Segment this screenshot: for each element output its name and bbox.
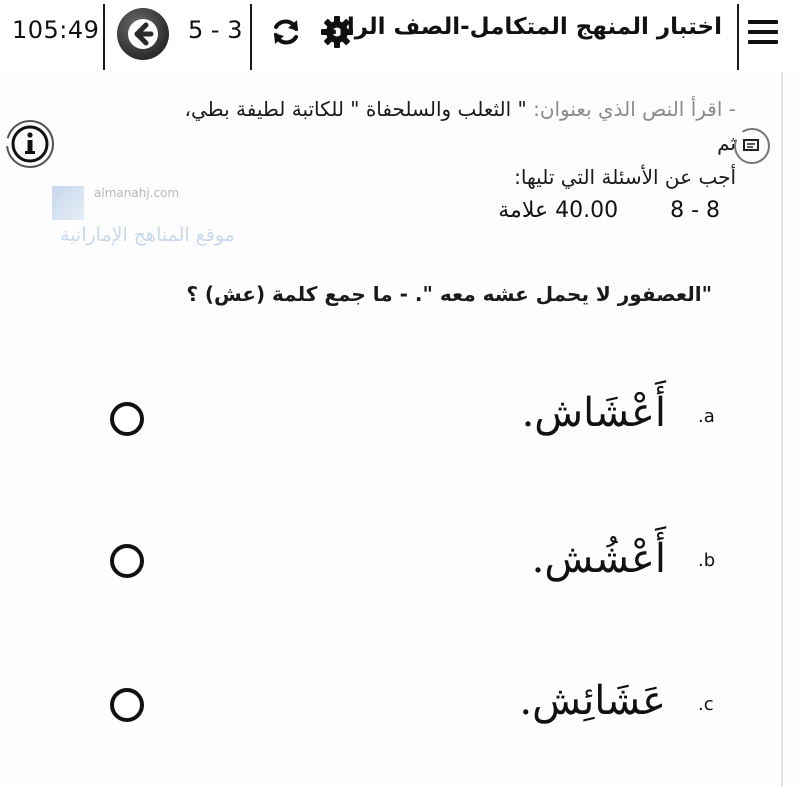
passage-line-1 — [176, 92, 736, 160]
watermark-url: almanahj.com — [94, 186, 180, 200]
arrow-left-circle-icon — [123, 14, 163, 54]
question-number: 8 - 8 — [670, 198, 720, 223]
divider — [737, 4, 739, 70]
option-text: أَعْشُش. — [531, 536, 666, 582]
answer-option-c[interactable] — [0, 660, 800, 750]
top-bar — [0, 0, 800, 72]
option-letter: .c — [698, 694, 714, 715]
passage-line-2: أجب عن الأسئلة التي تليها: — [514, 165, 736, 189]
watermark-logo — [52, 186, 84, 220]
passage-title: " الثعلب والسلحفاة " للكاتبة لطيفة بطي، ثم — [184, 97, 736, 155]
menu-icon[interactable] — [748, 20, 778, 44]
option-text: أَعْشَاش. — [521, 390, 666, 436]
radio-button[interactable] — [110, 402, 144, 436]
timer: 105:49 — [12, 16, 100, 44]
passage-intro: - اقرأ النص الذي بعنوان: — [533, 97, 736, 121]
answer-option-b[interactable] — [0, 516, 800, 606]
radio-button[interactable] — [110, 688, 144, 722]
question-text: "العصفور لا يحمل عشه معه ". - ما جمع كلمة (عش) ؟ — [186, 282, 712, 306]
info-icon[interactable] — [4, 118, 56, 170]
back-button[interactable] — [117, 8, 169, 60]
radio-button[interactable] — [110, 544, 144, 578]
option-text: عَشَائِش. — [519, 678, 666, 724]
answer-option-a[interactable] — [0, 370, 800, 460]
question-meta — [498, 198, 720, 223]
option-letter: .b — [698, 550, 716, 571]
refresh-icon[interactable] — [270, 16, 302, 48]
exam-title: اختبار المنهج المتكامل-الصف الرا... — [320, 14, 722, 40]
page-counter: 5 - 3 — [188, 16, 243, 44]
flag-question-icon[interactable] — [732, 126, 772, 166]
site-watermark — [46, 186, 235, 250]
divider — [103, 4, 105, 70]
option-letter: .a — [698, 406, 715, 427]
passage-instruction — [176, 92, 736, 194]
question-marks: 40.00 علامة — [498, 198, 619, 223]
divider — [250, 4, 252, 70]
watermark-name: موقع المناهج الإماراتية — [60, 224, 235, 246]
